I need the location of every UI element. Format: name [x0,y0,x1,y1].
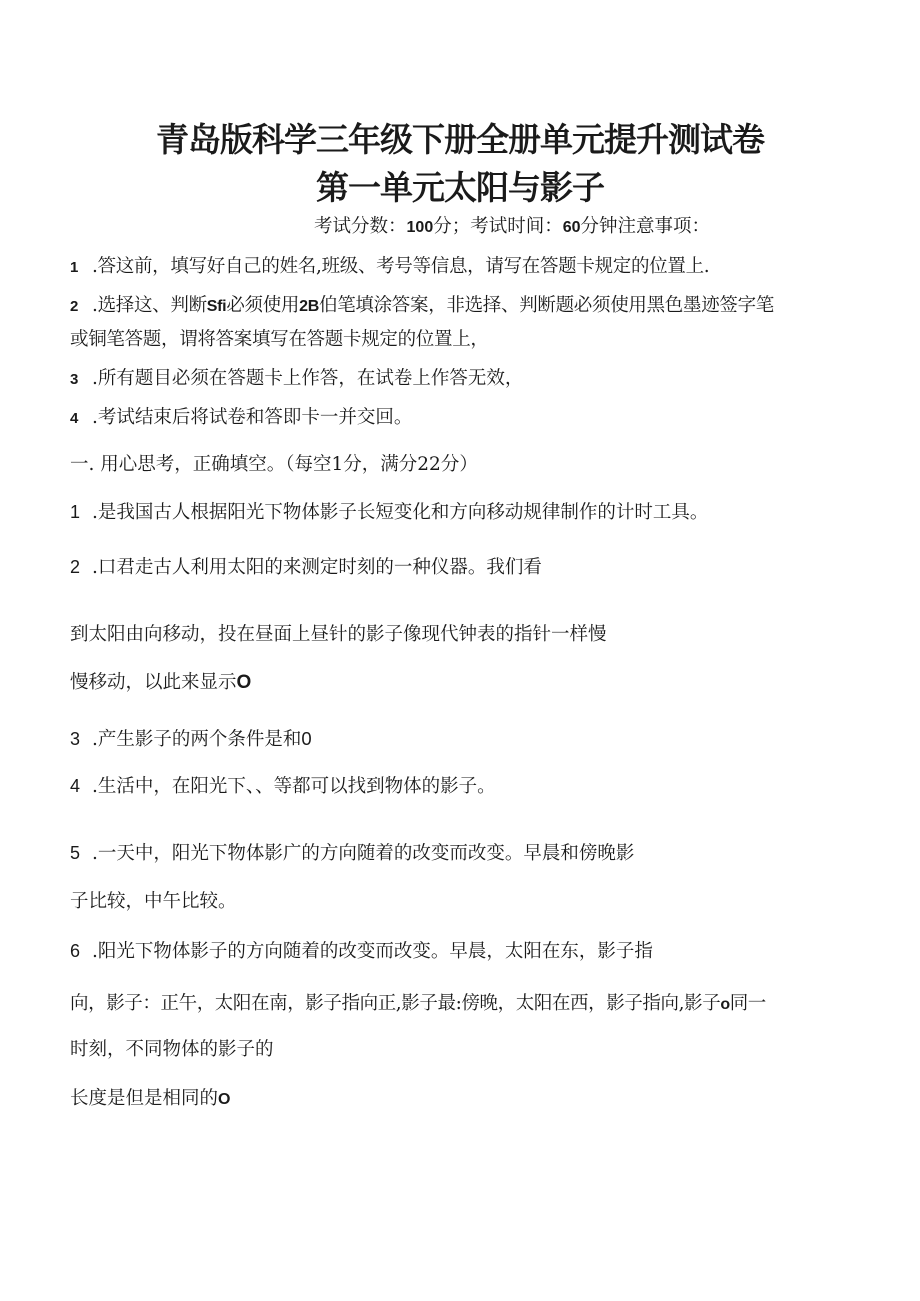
score-value: 100 [406,219,434,236]
question-item: 2 .口君走古人利用太阳的来测定时刻的一种仪器。我们看 [70,557,542,578]
exam-title: 青岛版科学三年级下册全册单元提升测试卷 [156,120,764,159]
question-line-continued: 时刻，不同物体的影子的 [70,1039,274,1060]
section-heading: 一. 用心思考，正确填空。（每空1分，满分22分） [70,454,478,475]
question-item: 4 .生活中，在阳光下、、等都可以找到物体的影子。 [70,776,496,797]
notice-item: 2 .选择这、判断Sfi必须使用2B伯笔填涂答案，非选择、判断题必须使用黑色墨迹签字笔 [70,295,775,316]
question-line-continued: 向，影子：正午，太阳在南，影子指向正,影子最:傍晚，太阳在西，影子指向,影子o同一 [70,993,766,1014]
question-line-continued: 长度是但是相同的O [70,1088,231,1109]
question-line-continued: 慢移动，以此来显示O [70,672,252,693]
time-value: 60 [562,219,581,236]
notice-item: 1 .答这前，填写好自己的姓名,班级、考号等信息，请写在答题卡规定的位置上. [70,256,710,277]
question-item: 5 .一天中，阳光下物体影广的方向随着的改变而改变。早晨和傍晚影 [70,843,635,864]
notice-item-continued: 或铜笔答题，谓将答案填写在答题卡规定的位置上， [70,329,489,350]
question-line-continued: 到太阳由向移动，投在昼面上昼针的影子像现代钟表的指针一样慢 [70,624,607,645]
question-item: 6 .阳光下物体影子的方向随着的改变而改变。早晨，太阳在东，影子指 [70,941,653,962]
exam-meta: 考试分数：100分；考试时间：60分钟注意事项： [314,216,711,237]
question-item: 3 .产生影子的两个条件是和0 [70,728,312,750]
unit-title: 第一单元太阳与影子 [316,168,604,207]
notice-item: 4 .考试结束后将试卷和答即卡一并交回。 [70,407,413,428]
question-line-continued: 子比较，中午比较。 [70,891,237,912]
question-item: 1 .是我国古人根据阳光下物体影子长短变化和方向移动规律制作的计时工具。 [70,502,709,523]
notice-item: 3 .所有题目必须在答题卡上作答，在试卷上作答无效， [70,368,524,389]
